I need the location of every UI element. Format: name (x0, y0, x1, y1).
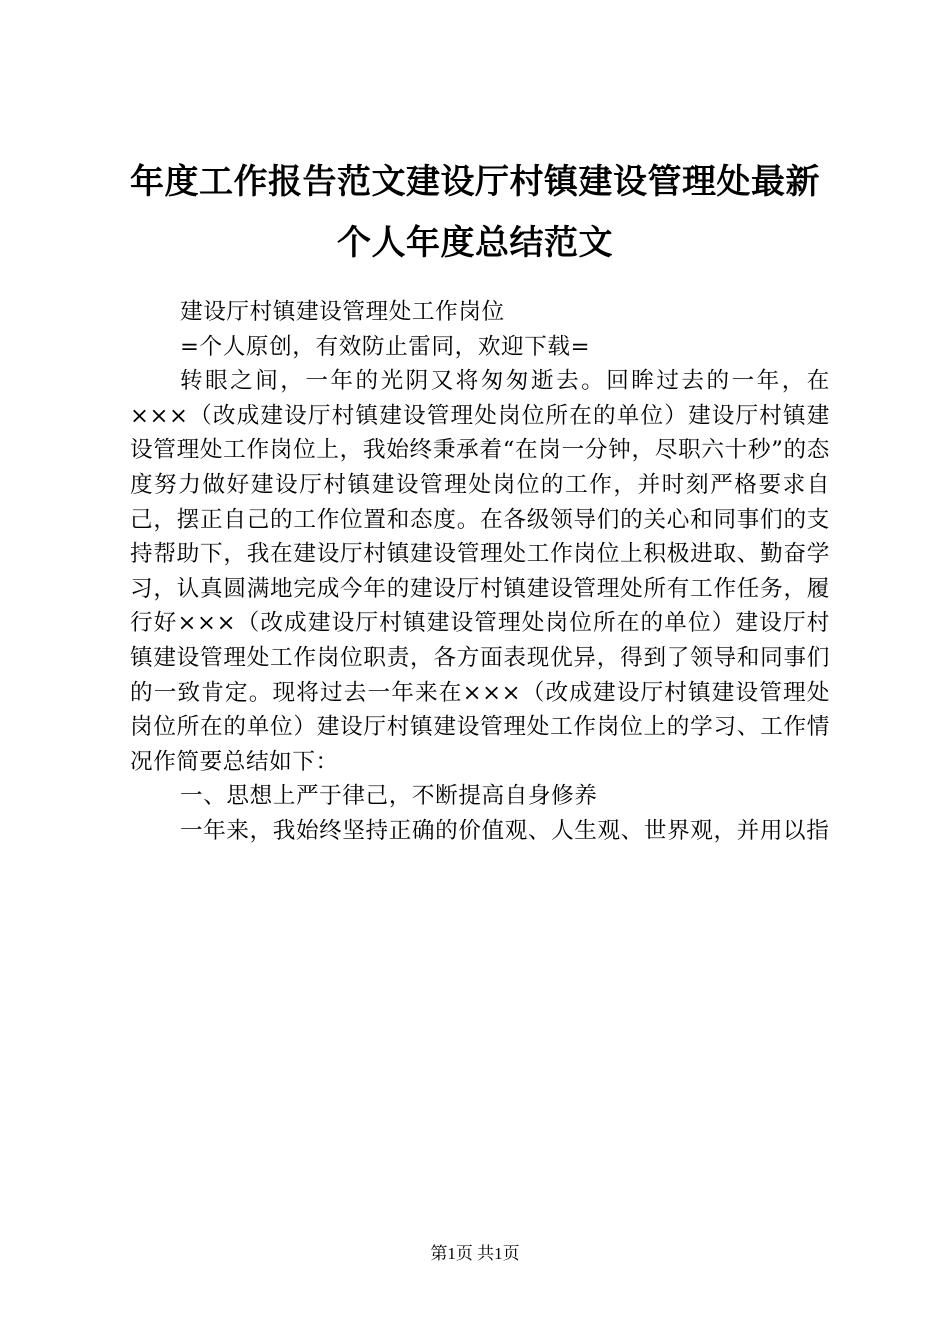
page-number-footer: 第1页 共1页 (430, 1244, 520, 1263)
paragraph-position: 建设厅村镇建设管理处工作岗位 (180, 299, 505, 325)
section-heading-1: 一、思想上严于律己，不断提高自身修养 (180, 783, 598, 810)
document-title-line-2: 个人年度总结范文 (337, 223, 613, 263)
paragraph-section-1: 一年来，我始终坚持正确的价值观、人生观、世界观，并用以指 (180, 817, 830, 844)
document-title-line-1: 年度工作报告范文建设厅村镇建设管理处最新 (130, 162, 820, 202)
paragraph-intro: 转眼之间，一年的光阴又将匆匆逝去。回眸过去的一年，在×××（改成建设厅村镇建设管理处岗位所在的单位）建设厅村镇建设管理处工作岗位上，我始终秉承着“在岗一分钟，尽职六十秒”的态度努力做好建设厅村镇建设管理处岗位的工作，并时刻严格要求自己，摆正自己的工作位置和态度。在各级领导们的关心和同事们的支持帮助下，我在建设厅村镇建设管理处工作岗位上积极进取、勤奋学习，认真圆满地完成今年的建设厅村镇建设管理处所有工作任务，履行好×××（改成建设厅村镇建设管理处岗位所在的单位）建设厅村镇建设管理处工作岗位职责，各方面表现优异，得到了领导和同事们的一致肯定。现将过去一年来在×××（改成建设厅村镇建设管理处岗位所在的单位）建设厅村镇建设管理处工作岗位上的学习、工作情况作简要总结如下： (130, 368, 830, 775)
document-body (130, 295, 830, 849)
paragraph-original-notice: =个人原创，有效防止雷同，欢迎下载= (180, 333, 591, 360)
